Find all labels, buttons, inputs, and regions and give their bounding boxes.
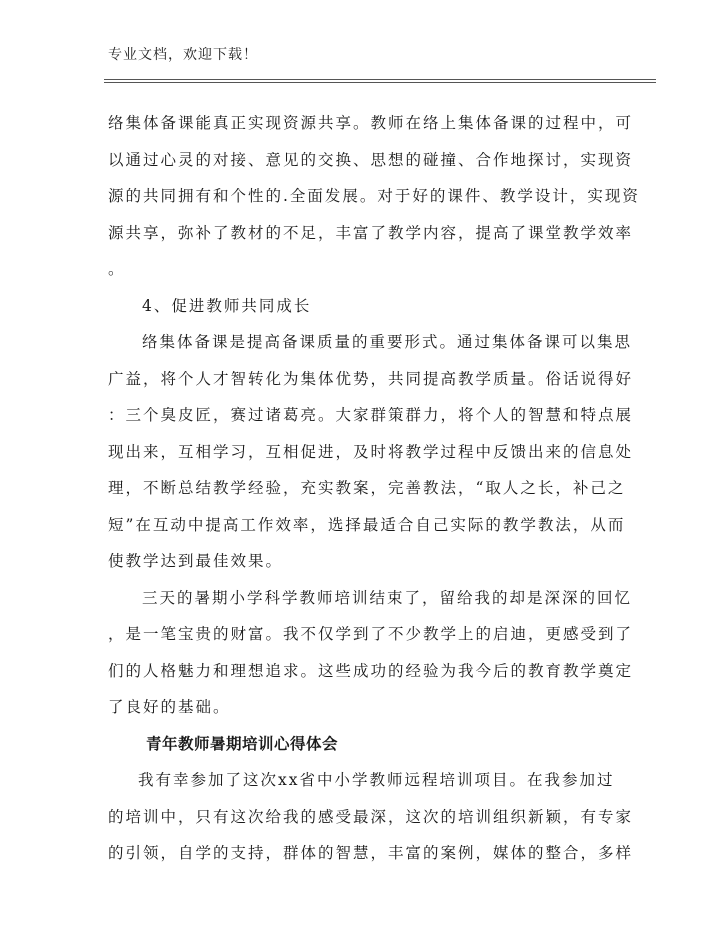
paragraph-line: 三天的暑期小学科学教师培训结束了，留给我的却是深深的回忆 [142,588,633,607]
paragraph-line: ，是一笔宝贵的财富。我不仅学到了不少教学上的启迪，更感受到了 [108,625,634,643]
paragraph-line: 理，不断总结教学经验，充实教案，完善教法，“取人之长，补己之 [108,479,626,497]
page-header: 专业文档，欢迎下载！ [108,47,258,63]
paragraph-line: 源的共同拥有和个性的.全面发展。对于好的课件、教学设计，实现资 [108,187,640,205]
paragraph-line: 了良好的基础。 [108,698,231,716]
paragraph-line: 。 [108,260,126,278]
paragraph-line: 广益，将个人才智转化为集体优势，共同提高教学质量。俗话说得好 [108,369,634,388]
paragraph-line: 的培训中，只有这次给我的感受最深，这次的培训组织新颖，有专家 [108,807,634,826]
paragraph-line: 们的人格魅力和理想追求。这些成功的经验为我今后的教育教学奠定 [108,661,634,680]
article-title: 青年教师暑期培训心得体会 [146,734,339,753]
paragraph-line: 络集体备课是提高备课质量的重要形式。通过集体备课可以集思 [142,333,633,351]
paragraph-line: 的引领，自学的支持，群体的智慧，丰富的案例，媒体的整合，多样 [108,844,634,862]
paragraph-line: 使教学达到最佳效果。 [108,552,284,570]
document-body [108,105,640,872]
paragraph-line: 以通过心灵的对接、意见的交换、思想的碰撞、合作地探讨，实现资 [108,150,634,169]
paragraph-line: 络集体备课能真正实现资源共享。教师在络上集体备课的过程中，可 [108,114,634,132]
paragraph-line: 现出来，互相学习，互相促进，及时将教学过程中反馈出来的信息处 [108,442,634,461]
paragraph-line: 短”在互动中提高工作效率，选择最适合自己实际的教学教法，从而 [108,515,626,534]
section-heading: 4、促进教师共同成长 [142,296,312,315]
paragraph-line: ：三个臭皮匠，赛过诸葛亮。大家群策群力，将个人的智慧和特点展 [108,406,634,424]
paragraph-line: 源共享，弥补了教材的不足，丰富了教学内容，提高了课堂教学效率 [108,223,634,242]
header-divider [104,79,656,83]
paragraph-line: 我有幸参加了这次xx省中小学教师远程培训项目。在我参加过 [138,771,615,789]
